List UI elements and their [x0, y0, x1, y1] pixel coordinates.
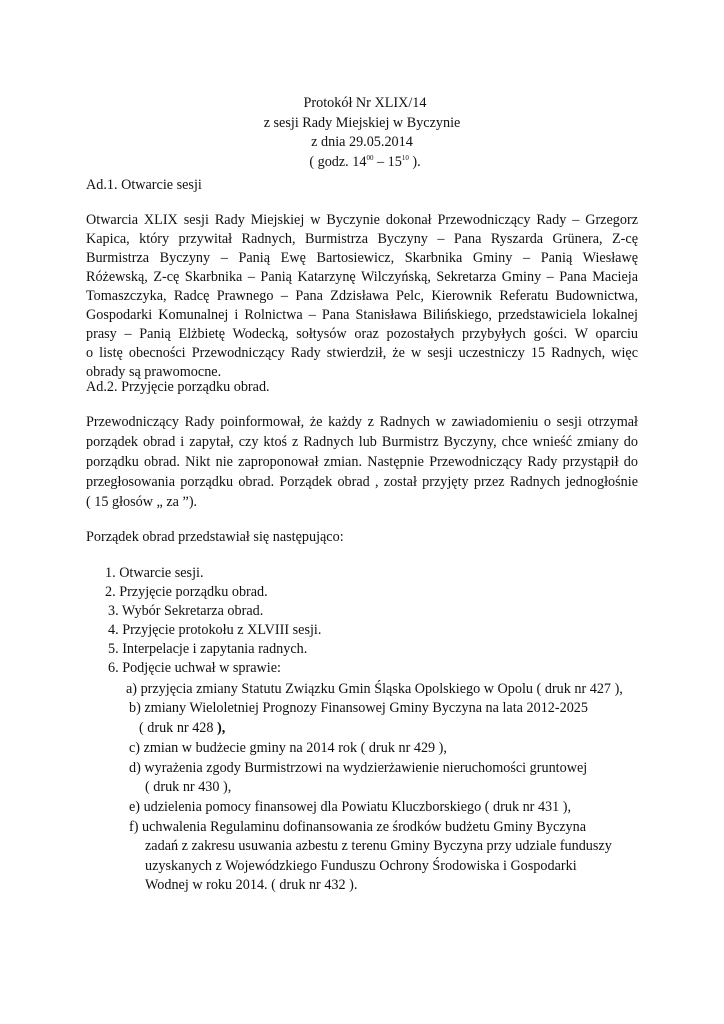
paragraph-line: Otwarcia XLIX sesji Rady Miejskiej w Byczynie dokonał Przewodniczący Rady – Grzegorz [86, 212, 638, 228]
resolution-item-f-cont: zadań z zakresu usuwania azbestu z terenu Gminy Byczyna przy udziale funduszy [145, 838, 612, 854]
session-date: z dnia 29.05.2014 [311, 134, 413, 150]
paragraph-line: o listę obecności Przewodniczący Rady stwierdził, że w sesji uczestniczy 15 Radnych, więc [86, 345, 638, 361]
paragraph-line: Kapica, który przywitał Radnych, Burmistrza Byczyny – Pana Ryszarda Grünera, Z-cę [86, 231, 638, 247]
section-heading-ad1: Ad.1. Otwarcie sesji [86, 177, 202, 193]
agenda-item: 1. Otwarcie sesji. [105, 565, 204, 581]
agenda-item: 4. Przyjęcie protokołu z XLVIII sesji. [108, 622, 322, 638]
paragraph-line: Burmistrza Byczyny – Panią Ewę Bartosiewicz, Skarbnika Gminy – Panią Wiesławę [86, 250, 638, 266]
session-time [0, 153, 724, 173]
resolution-item-c: c) zmian w budżecie gminy na 2014 rok ( druk nr 429 ), [129, 740, 447, 756]
paragraph-line: Różewską, Z-cę Skarbnika – Panią Katarzynę Wilczyńską, Sekretarza Gminy – Pana Macieja [86, 269, 638, 285]
resolution-item-d: d) wyrażenia zgody Burmistrzowi na wydzierżawienie nieruchomości gruntowej [129, 760, 588, 776]
resolution-item-f: f) uchwalenia Regulaminu dofinansowania ze środków budżetu Gminy Byczyna [129, 819, 587, 835]
paragraph-line: prasy – Panią Elżbietę Wodecką, sołtysów oraz pozostałych przybyłych gości. W oparciu [86, 326, 638, 342]
time-end-minutes: 10 [401, 153, 409, 162]
agenda-item: 3. Wybór Sekretarza obrad. [108, 603, 264, 619]
resolution-item-b-close: ), [217, 720, 226, 736]
paragraph-agenda-adoption [86, 412, 638, 512]
resolution-item-b-print: ( druk nr 428 [139, 720, 218, 736]
session-title: z sesji Rady Miejskiej w Byczynie [263, 114, 461, 131]
resolution-item-a: a) przyjęcia zmiany Statutu Związku Gmin Śląska Opolskiego w Opolu ( druk nr 427 ), [126, 681, 623, 697]
resolution-item-f-cont: uzyskanych z Wojewódzkiego Funduszu Ochrony Środowiska i Gospodarki [145, 858, 577, 874]
paragraph-opening [86, 211, 638, 382]
paragraph-line: obrady są prawomocne. [86, 364, 222, 380]
paragraph-line: ( 15 głosów „ za ”). [86, 494, 198, 510]
agenda-intro: Porządek obrad przedstawiał się następująco: [86, 529, 344, 545]
document-header [0, 94, 724, 172]
agenda-item: 2. Przyjęcie porządku obrad. [105, 584, 268, 600]
resolution-item-b: b) zmiany Wieloletniej Prognozy Finansowej Gminy Byczyna na lata 2012-2025 [129, 700, 588, 716]
resolution-item-d-cont: ( druk nr 430 ), [145, 779, 232, 795]
paragraph-line: Gospodarki Komunalnej i Rolnictwa – Pana Stanisława Bilińskiego, przedstawiciela lokalnej [86, 307, 638, 323]
time-close: ). [408, 153, 421, 170]
paragraph-line: porządku obrad. Nikt nie zaproponował zmian. Następnie Przewodniczący Rady przystąpił do [86, 454, 638, 470]
paragraph-line: Przewodniczący Rady poinformował, że każdy z Radnych w zawiadomieniu o sesji otrzymał [86, 414, 638, 430]
time-start-minutes: 00 [366, 153, 374, 162]
time-start-hour: ( godz. 14 [309, 153, 367, 170]
agenda-item: 6. Podjęcie uchwał w sprawie: [108, 660, 281, 676]
protocol-number: Protokół Nr XLIX/14 [303, 95, 427, 111]
agenda-item: 5. Interpelacje i zapytania radnych. [108, 641, 308, 657]
resolution-item-b-cont [139, 719, 225, 738]
paragraph-line: Tomaszczyka, Radcę Prawnego – Pana Zdzisława Pelc, Kierownik Referatu Budownictwa, [86, 288, 638, 304]
resolution-item-f-cont: Wodnej w roku 2014. ( druk nr 432 ). [145, 877, 358, 893]
paragraph-line: przegłosowania porządku obrad. Porządek obrad , został przyjęty przez Radnych jednogłośnie [86, 474, 638, 490]
resolution-item-e: e) udzielenia pomocy finansowej dla Powiatu Kluczborskiego ( druk nr 431 ), [129, 799, 572, 815]
paragraph-line: porządek obrad i zapytał, czy ktoś z Radnych lub Burmistrz Byczyny, chce wnieść zmiany do [86, 434, 638, 450]
time-end-hour: – 15 [373, 153, 402, 170]
section-heading-ad2: Ad.2. Przyjęcie porządku obrad. [86, 379, 270, 395]
